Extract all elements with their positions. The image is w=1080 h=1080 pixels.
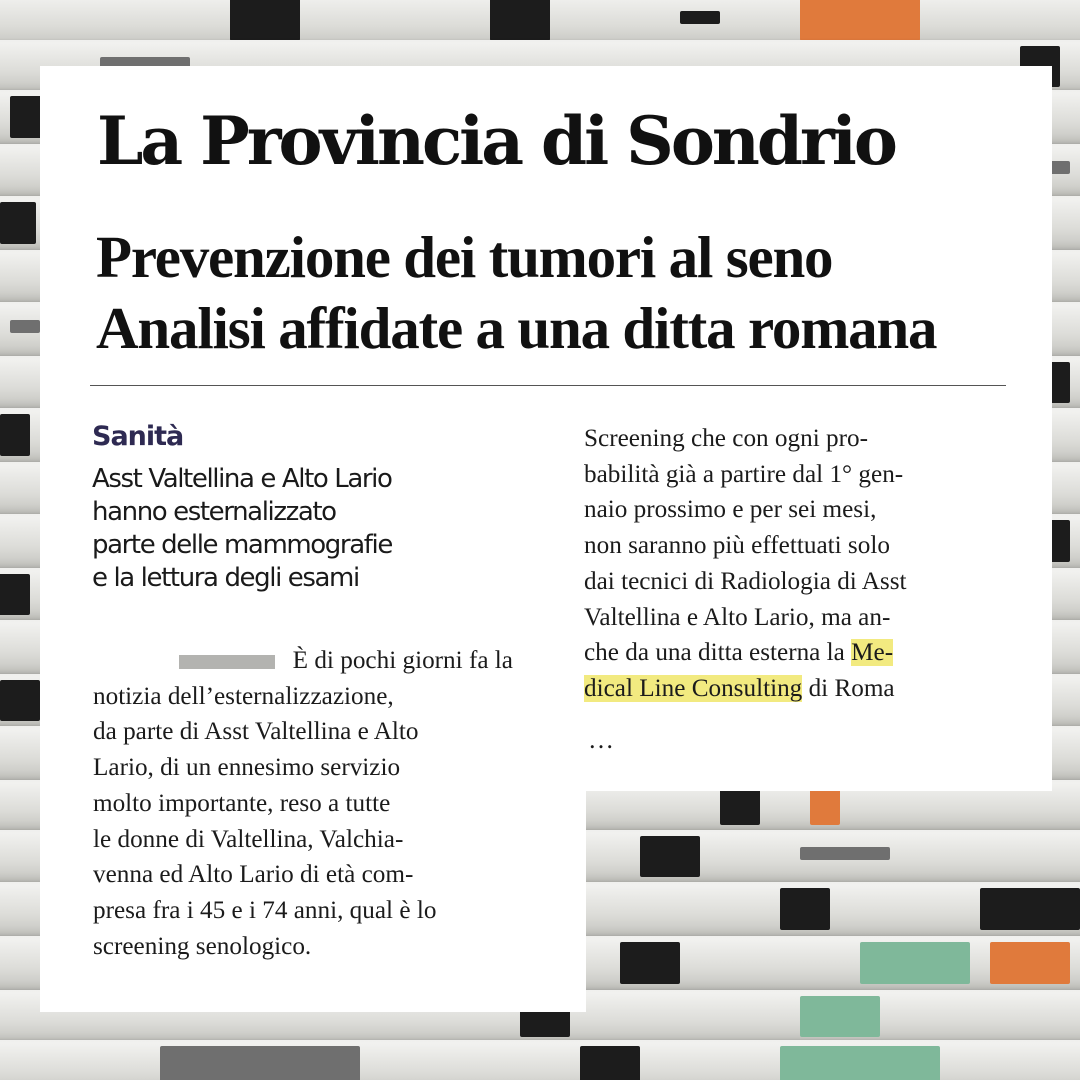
body-line: presa fra i 45 e i 74 anni, qual è lo	[93, 896, 437, 924]
section-label: Sanità	[92, 421, 184, 452]
body-line: venna ed Alto Lario di età com-	[93, 861, 414, 889]
article-body-left-column	[93, 643, 513, 964]
summary-line: parte delle mammografie	[92, 530, 392, 560]
headline-divider	[90, 385, 1006, 386]
headline-line: Prevenzione dei tumori al seno	[96, 224, 833, 290]
newspaper-masthead: La Provincia di Sondrio	[97, 102, 895, 180]
continuation-ellipsis: …	[588, 725, 615, 754]
body-line: che da una ditta esterna la Me-	[584, 639, 894, 667]
body-line: da parte di Asst Valtellina e Alto	[93, 718, 419, 746]
summary-line: e la lettura degli esami	[92, 563, 359, 593]
body-line: È di pochi giorni fa la	[93, 643, 513, 679]
body-line: babilità già a partire dal 1° gen-	[584, 460, 904, 488]
body-line: dai tecnici di Radiologia di Asst	[584, 567, 907, 595]
summary-line: Asst Valtellina e Alto Lario	[92, 464, 392, 494]
article-headline	[96, 222, 936, 364]
body-line: dical Line Consulting di Roma	[584, 674, 895, 702]
body-line: Lario, di un ennesimo servizio	[93, 754, 401, 782]
highlighted-company-name: Me-	[851, 639, 894, 667]
body-line: le donne di Valtellina, Valchia-	[93, 825, 404, 853]
body-line: notizia dell’esternalizzazione,	[93, 682, 394, 710]
body-line: Valtellina e Alto Lario, ma an-	[584, 603, 891, 631]
body-line: Screening che con ogni pro-	[584, 425, 868, 452]
article-summary	[92, 463, 472, 595]
body-line: screening senologico.	[93, 932, 312, 960]
body-line: non saranno più effettuati solo	[584, 532, 890, 560]
headline-line: Analisi affidate a una ditta romana	[96, 295, 937, 361]
article-body-right-column	[584, 421, 996, 707]
redacted-byline	[179, 655, 275, 669]
body-line: molto importante, reso a tutte	[93, 789, 391, 817]
summary-line: hanno esternalizzato	[92, 497, 336, 527]
highlighted-company-name: dical Line Consulting	[584, 674, 803, 702]
body-line: naio prossimo e per sei mesi,	[584, 496, 877, 524]
newspaper-fold	[0, 1040, 1080, 1080]
